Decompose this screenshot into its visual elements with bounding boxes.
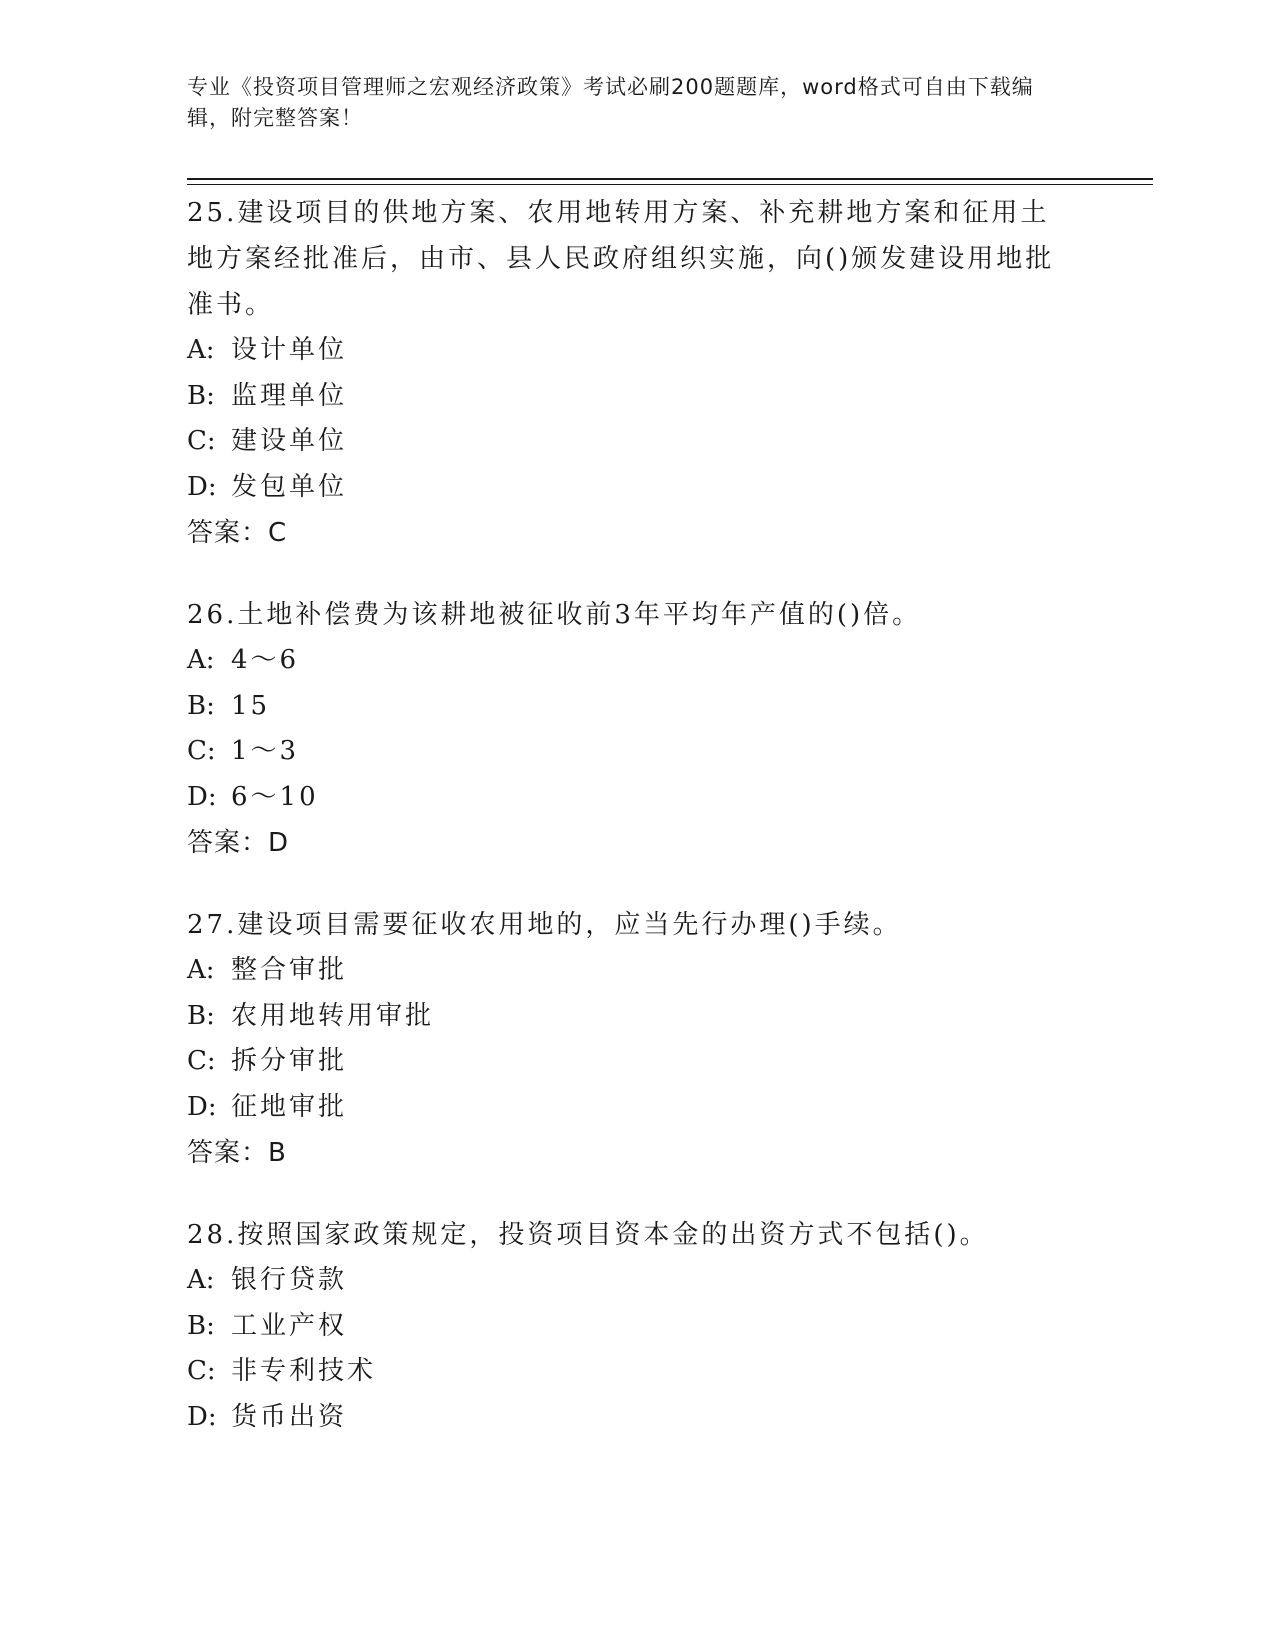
option-d — [187, 1395, 1077, 1441]
answer-line: 答案：D — [187, 828, 290, 858]
option-b — [187, 374, 1077, 420]
header-rule-thick — [187, 178, 1153, 180]
option-b — [187, 1304, 1077, 1350]
question-text: 25.建设项目的供地方案、农用地转用方案、补充耕地方案和征用土地方案经批准后，由市、县人民政府组织实施，向()颁发建设用地批准书。 — [187, 198, 1055, 320]
option-text: 监理单位 — [231, 380, 348, 411]
option-text: 4～6 — [231, 645, 300, 675]
option-letter: C: — [187, 426, 216, 456]
option-text: 非专利技术 — [231, 1356, 377, 1386]
document-header: 专业《投资项目管理师之宏观经济政策》考试必刷200题题库，word格式可自由下载编辑，附完整答案！ — [187, 75, 1034, 130]
option-text: 工业产权 — [231, 1310, 348, 1341]
option-text: 设计单位 — [231, 335, 348, 365]
option-letter: A: — [187, 335, 215, 365]
option-letter: C: — [187, 1356, 216, 1386]
question-27 — [187, 902, 1077, 1176]
option-d — [187, 465, 1077, 511]
option-a — [187, 328, 1077, 374]
option-text: 货币出资 — [231, 1401, 348, 1432]
option-d — [187, 775, 1077, 821]
option-letter: D: — [187, 471, 217, 502]
option-text: 建设单位 — [231, 426, 348, 456]
option-letter: D: — [187, 1401, 217, 1432]
option-letter: A: — [187, 1265, 215, 1295]
option-letter: B: — [187, 1000, 215, 1031]
question-list — [187, 190, 1077, 1476]
option-text: 6～10 — [231, 781, 319, 812]
answer-line: 答案：C — [187, 518, 288, 548]
option-letter: B: — [187, 380, 215, 411]
question-26 — [187, 592, 1077, 866]
option-b — [187, 684, 1077, 730]
option-letter: B: — [187, 1310, 215, 1341]
option-letter: D: — [187, 1091, 217, 1122]
option-a — [187, 948, 1077, 994]
option-c — [187, 419, 1077, 465]
option-c — [187, 1039, 1077, 1085]
option-c — [187, 729, 1077, 775]
option-text: 农用地转用审批 — [231, 1000, 435, 1031]
option-letter: B: — [187, 690, 215, 721]
option-text: 15 — [231, 690, 271, 721]
header-rule-thin — [187, 184, 1153, 185]
option-letter: C: — [187, 736, 216, 766]
option-text: 拆分审批 — [231, 1046, 348, 1076]
option-text: 发包单位 — [231, 471, 348, 502]
option-text: 银行贷款 — [231, 1265, 348, 1295]
option-b — [187, 994, 1077, 1040]
option-d — [187, 1085, 1077, 1131]
question-text: 27.建设项目需要征收农用地的，应当先行办理()手续。 — [187, 910, 902, 940]
question-25 — [187, 190, 1077, 556]
option-text: 整合审批 — [231, 955, 348, 985]
option-c — [187, 1349, 1077, 1395]
option-letter: D: — [187, 781, 217, 812]
question-text: 28.按照国家政策规定，投资项目资本金的出资方式不包括()。 — [187, 1220, 989, 1250]
answer-line: 答案：B — [187, 1138, 287, 1168]
question-text: 26.土地补偿费为该耕地被征收前3年平均年产值的()倍。 — [187, 600, 922, 630]
option-a — [187, 1258, 1077, 1304]
option-text: 1～3 — [231, 736, 300, 766]
option-a — [187, 638, 1077, 684]
option-text: 征地审批 — [231, 1091, 348, 1122]
option-letter: C: — [187, 1046, 216, 1076]
option-letter: A: — [187, 645, 215, 675]
option-letter: A: — [187, 955, 215, 985]
question-28 — [187, 1212, 1077, 1440]
